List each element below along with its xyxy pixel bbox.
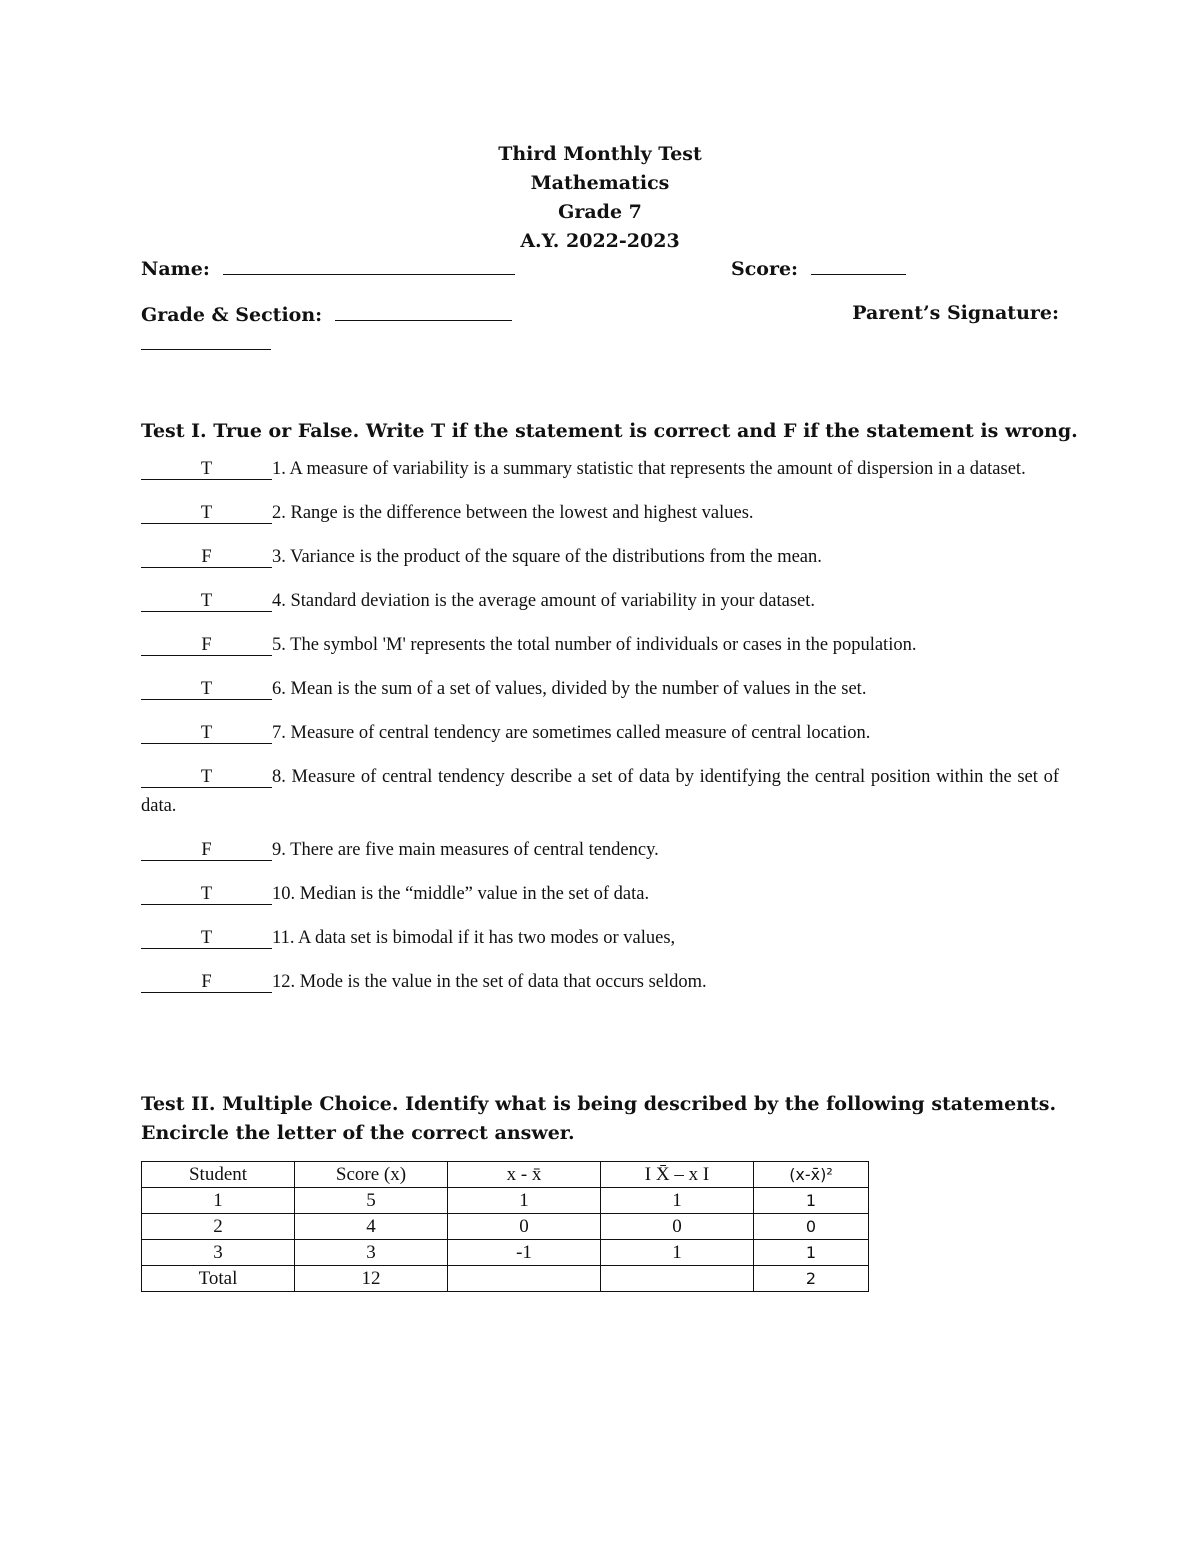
test1-item-12 [141,968,1059,997]
statement: 8. Measure of central tendency describe a set of data by identifying the central position within the set of data. [141,767,1059,816]
table-total-row [142,1266,869,1292]
table-cell: 0 [448,1214,601,1240]
table-cell: 12 [295,1266,448,1292]
test2-heading-line1: Test II. Multiple Choice. Identify what is being described by the following statements. [141,1093,1057,1115]
test1-items [141,455,1059,997]
table-cell [448,1266,601,1292]
score-group [731,256,906,280]
table-cell: 1 [754,1188,869,1214]
test1-heading: Test I. True or False. Write T if the statement is correct and F if the statement is wrong. [141,420,1078,442]
academic-year: A.Y. 2022-2023 [520,230,680,252]
name-score-row [141,256,1059,285]
test1-item-1 [141,455,1059,484]
table-row [142,1188,869,1214]
table-cell: Total [142,1266,295,1292]
statement: 3. Variance is the product of the square of the distributions from the mean. [272,547,822,567]
test-title: Third Monthly Test [498,143,702,165]
table-cell: 1 [601,1240,754,1266]
answer-blank[interactable]: F [141,973,272,993]
grade-section-label: Grade & Section: [141,304,323,326]
answer-blank[interactable]: T [141,724,272,744]
header-score: Score (x) [295,1162,448,1188]
table-cell: 1 [754,1240,869,1266]
header-deviation: x - x̄ [448,1162,601,1188]
grade-section-field[interactable] [335,302,512,321]
test1-item-3 [141,543,1059,572]
table-cell: 0 [754,1214,869,1240]
header-absolute-deviation: I X̄ – x I [601,1162,754,1188]
table-row [142,1214,869,1240]
grade-signature-row [141,302,1059,331]
parent-signature-label: Parent’s Signature: [852,302,1059,324]
test1-item-5 [141,631,1059,660]
name-field[interactable] [223,256,515,275]
test1-item-8 [141,763,1059,821]
table-cell: 3 [295,1240,448,1266]
table-header-row [142,1162,869,1188]
table-cell [601,1266,754,1292]
answer-blank[interactable]: T [141,680,272,700]
score-field[interactable] [811,256,906,275]
test-paper [141,140,1078,1292]
table-cell: 1 [448,1188,601,1214]
test1-item-6 [141,675,1059,704]
answer-blank[interactable]: T [141,460,272,480]
statement: 10. Median is the “middle” value in the set of data. [272,884,650,904]
answer-blank[interactable]: T [141,929,272,949]
test1-item-11 [141,924,1059,953]
title-block [141,140,1059,256]
table-row [142,1240,869,1266]
test2-heading-line2: Encircle the letter of the correct answer. [141,1122,575,1144]
name-label: Name: [141,258,210,280]
test1-item-2 [141,499,1059,528]
table-cell: 0 [601,1214,754,1240]
table-cell: 4 [295,1214,448,1240]
signature-blank-row [141,331,1059,361]
statement: 11. A data set is bimodal if it has two modes or values, [272,928,676,948]
test1-item-4 [141,587,1059,616]
answer-blank[interactable]: T [141,592,272,612]
statement: 1. A measure of variability is a summary statistic that represents the amount of dispersion in a dataset. [272,459,1026,479]
table-cell: 2 [142,1214,295,1240]
answer-blank[interactable]: T [141,885,272,905]
statement: 12. Mode is the value in the set of data that occurs seldom. [272,972,707,992]
table-cell: 1 [142,1188,295,1214]
header-student: Student [142,1162,295,1188]
statement: 4. Standard deviation is the average amount of variability in your dataset. [272,591,816,611]
statement: 7. Measure of central tendency are sometimes called measure of central location. [272,723,871,743]
table-cell: 5 [295,1188,448,1214]
statement: 9. There are five main measures of central tendency. [272,840,659,860]
answer-blank[interactable]: T [141,504,272,524]
statement: 5. The symbol 'M' represents the total number of individuals or cases in the population. [272,635,917,655]
subject-title: Mathematics [530,172,670,194]
header-squared-deviation: (x-x̄)² [754,1162,869,1188]
test1-item-10 [141,880,1059,909]
table-cell: 3 [142,1240,295,1266]
parent-signature-field[interactable] [141,331,271,350]
table-cell: -1 [448,1240,601,1266]
deviation-table [141,1161,869,1292]
statement: 6. Mean is the sum of a set of values, divided by the number of values in the set. [272,679,867,699]
score-label: Score: [731,258,799,280]
answer-blank[interactable]: F [141,548,272,568]
answer-blank[interactable]: F [141,636,272,656]
table-cell: 1 [601,1188,754,1214]
grade-title: Grade 7 [558,201,642,223]
answer-blank[interactable]: F [141,841,272,861]
statement: 2. Range is the difference between the lowest and highest values. [272,503,754,523]
test1-item-7 [141,719,1059,748]
table-cell: 2 [754,1266,869,1292]
answer-blank[interactable]: T [141,768,272,788]
test1-item-9 [141,836,1059,865]
